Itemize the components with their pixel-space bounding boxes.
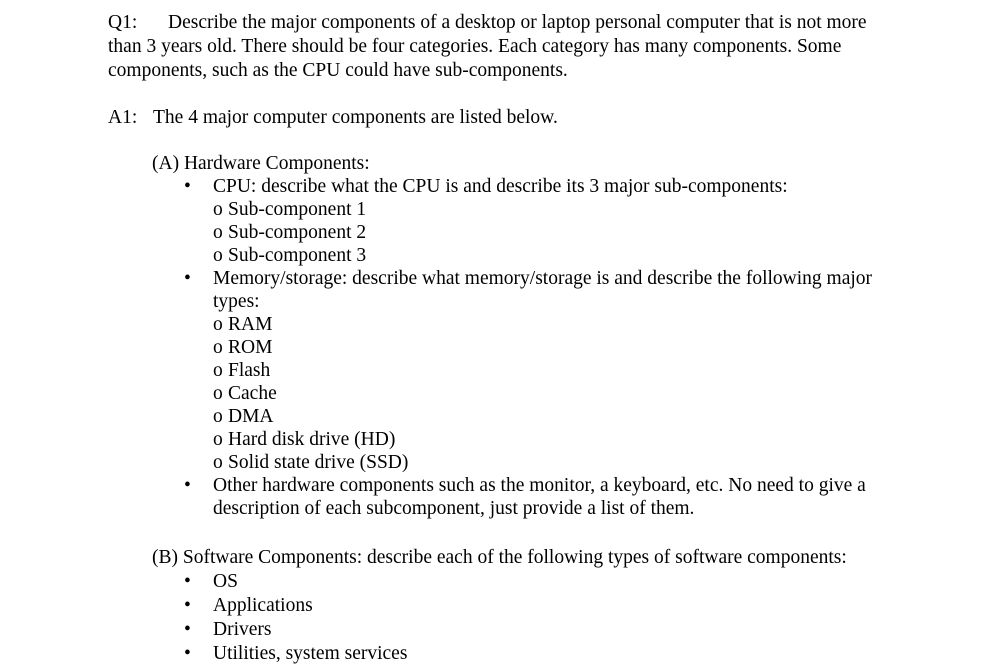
- hollow-bullet-icon: o: [213, 199, 223, 220]
- bullet-icon: •: [184, 475, 191, 496]
- hardware-item-other: [152, 474, 892, 520]
- question-text: Describe the major components of a desktop or laptop personal computer that is not more than 3 years old. There should be four categories. Each category has many components. Some components, such as the CPU could have sub-components.: [108, 12, 867, 81]
- software-section: [152, 546, 892, 666]
- list-item-text: Utilities, system services: [213, 643, 408, 664]
- hollow-bullet-icon: o: [213, 406, 223, 427]
- list-item-text: Other hardware components such as the monitor, a keyboard, etc. No need to give a description of each subcomponent, just provide a list of them.: [213, 475, 866, 519]
- software-item-utilities: [152, 642, 892, 666]
- list-item-text: CPU: describe what the CPU is and describe its 3 major sub-components:: [213, 176, 788, 197]
- sub-list-item: [213, 428, 892, 451]
- bullet-icon: •: [184, 268, 191, 289]
- hollow-bullet-icon: o: [213, 245, 223, 266]
- sub-item-text: Cache: [228, 383, 277, 404]
- sub-item-text: Sub-component 1: [228, 199, 367, 220]
- software-heading: (B) Software Components: describe each of the following types of software components:: [152, 547, 847, 568]
- hardware-item-cpu: [152, 175, 892, 267]
- sub-list-item: [213, 382, 892, 405]
- sub-item-text: Sub-component 3: [228, 245, 367, 266]
- sub-list-item: [213, 451, 892, 474]
- list-item-text: Drivers: [213, 619, 272, 640]
- sub-item-text: DMA: [228, 406, 274, 427]
- software-item-drivers: [152, 618, 892, 642]
- bullet-icon: •: [184, 643, 191, 664]
- question-block: [108, 11, 898, 83]
- bullet-icon: •: [184, 595, 191, 616]
- bullet-icon: •: [184, 619, 191, 640]
- sub-list-item: [213, 359, 892, 382]
- hollow-bullet-icon: o: [213, 314, 223, 335]
- hollow-bullet-icon: o: [213, 360, 223, 381]
- sub-list-item: [213, 244, 892, 267]
- sub-item-text: Solid state drive (SSD): [228, 452, 409, 473]
- sub-list-item: [213, 405, 892, 428]
- hollow-bullet-icon: o: [213, 383, 223, 404]
- sub-item-text: RAM: [228, 314, 273, 335]
- hardware-section: [152, 152, 892, 520]
- sub-list-item: [213, 313, 892, 336]
- sub-item-text: Sub-component 2: [228, 222, 367, 243]
- bullet-icon: •: [184, 176, 191, 197]
- sub-list-item: [213, 336, 892, 359]
- list-item-text: OS: [213, 571, 238, 592]
- hardware-heading: (A) Hardware Components:: [152, 153, 370, 174]
- sub-item-text: ROM: [228, 337, 273, 358]
- hollow-bullet-icon: o: [213, 222, 223, 243]
- answer-text: The 4 major computer components are listed below.: [153, 107, 558, 128]
- list-item-text: Memory/storage: describe what memory/storage is and describe the following major types:: [213, 268, 873, 312]
- bullet-icon: •: [184, 571, 191, 592]
- sub-list-item: [213, 221, 892, 244]
- software-item-os: [152, 570, 892, 594]
- answer-block: [108, 106, 558, 130]
- sub-item-text: Hard disk drive (HD): [228, 429, 396, 450]
- question-label: Q1:: [108, 12, 138, 33]
- hollow-bullet-icon: o: [213, 337, 223, 358]
- sub-list-item: [213, 198, 892, 221]
- sub-item-text: Flash: [228, 360, 271, 381]
- memory-sublist: [213, 313, 892, 474]
- list-item-text: Applications: [213, 595, 313, 616]
- software-list: [152, 570, 892, 666]
- hardware-list: [152, 175, 892, 520]
- hollow-bullet-icon: o: [213, 429, 223, 450]
- hollow-bullet-icon: o: [213, 452, 223, 473]
- answer-label: A1:: [108, 107, 138, 128]
- cpu-sublist: [213, 198, 892, 267]
- software-item-applications: [152, 594, 892, 618]
- hardware-item-memory: [152, 267, 892, 474]
